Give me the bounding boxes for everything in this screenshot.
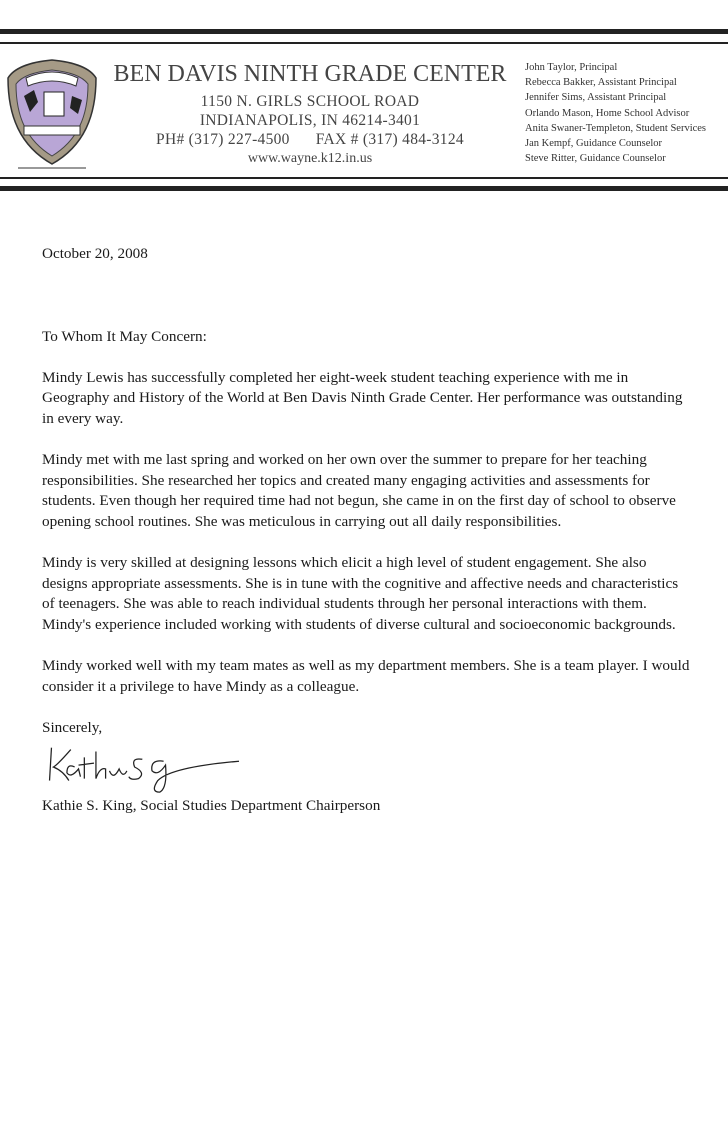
school-city: INDIANAPOLIS, IN 46214-3401 xyxy=(199,112,421,129)
staff-item: Anita Swaner-Templeton, Student Services xyxy=(525,122,707,134)
top-thick-rule xyxy=(0,29,728,34)
paragraph: Mindy is very skilled at designing lessons which elicit a high level of student engagement. She also designs appropriate assessments. She is in tune with the cognitive and affective needs and characteristics of teenagers. She was able to reach individual students through her personal interactions with them. Mindy's experience included working with students of diverse cultural and socioeconomic backgrounds. xyxy=(42,554,679,633)
paragraph: Mindy worked well with my team mates as well as my department members. She is a team player. I would consider it a privilege to have Mindy as a colleague. xyxy=(42,657,690,695)
top-thin-rule xyxy=(0,42,728,44)
school-crest-logo xyxy=(4,56,100,176)
staff-item: Steve Ritter, Guidance Counselor xyxy=(525,153,666,165)
handwritten-signature xyxy=(42,738,262,796)
school-name: BEN DAVIS NINTH GRADE CENTER xyxy=(113,61,507,87)
signature xyxy=(42,738,692,796)
school-address: 1150 N. GIRLS SCHOOL ROAD xyxy=(200,93,420,110)
paragraph: Mindy Lewis has successfully completed her eight-week student teaching experience with me in Geography and History of the World at Ben Davis Ninth Grade Center. Her performance was outstanding in every way. xyxy=(42,368,683,427)
bottom-thick-rule xyxy=(0,186,728,191)
phone-number: PH# (317) 227-4500 xyxy=(156,131,290,148)
staff-item: Jan Kempf, Guidance Counselor xyxy=(525,138,663,150)
fax-number: FAX # (317) 484-3124 xyxy=(315,131,464,148)
salutation: To Whom It May Concern: xyxy=(42,327,207,345)
staff-item: Orlando Mason, Home School Advisor xyxy=(525,107,690,119)
closing: Sincerely, xyxy=(42,718,103,736)
staff-item: John Taylor, Principal xyxy=(525,62,618,73)
signer-name-title: Kathie S. King, Social Studies Department Chairperson xyxy=(42,797,381,815)
staff-list xyxy=(525,60,706,166)
staff-item: Jennifer Sims, Assistant Principal xyxy=(525,92,667,104)
school-website: www.wayne.k12.in.us xyxy=(247,151,373,166)
letter-body xyxy=(42,244,692,817)
bottom-thin-rule xyxy=(0,177,728,179)
letter-date: October 20, 2008 xyxy=(42,245,148,262)
contact-numbers xyxy=(100,130,520,149)
staff-item: Rebecca Bakker, Assistant Principal xyxy=(525,77,677,89)
paragraph: Mindy met with me last spring and worked on her own over the summer to prepare for her teaching responsibilities. She researched her topics and created many engaging activities and assessments for students. Even though her required time had not begun, she came in on the first day of school to observe opening school routines. She was meticulous in carrying out all daily responsibilities. xyxy=(42,451,676,530)
